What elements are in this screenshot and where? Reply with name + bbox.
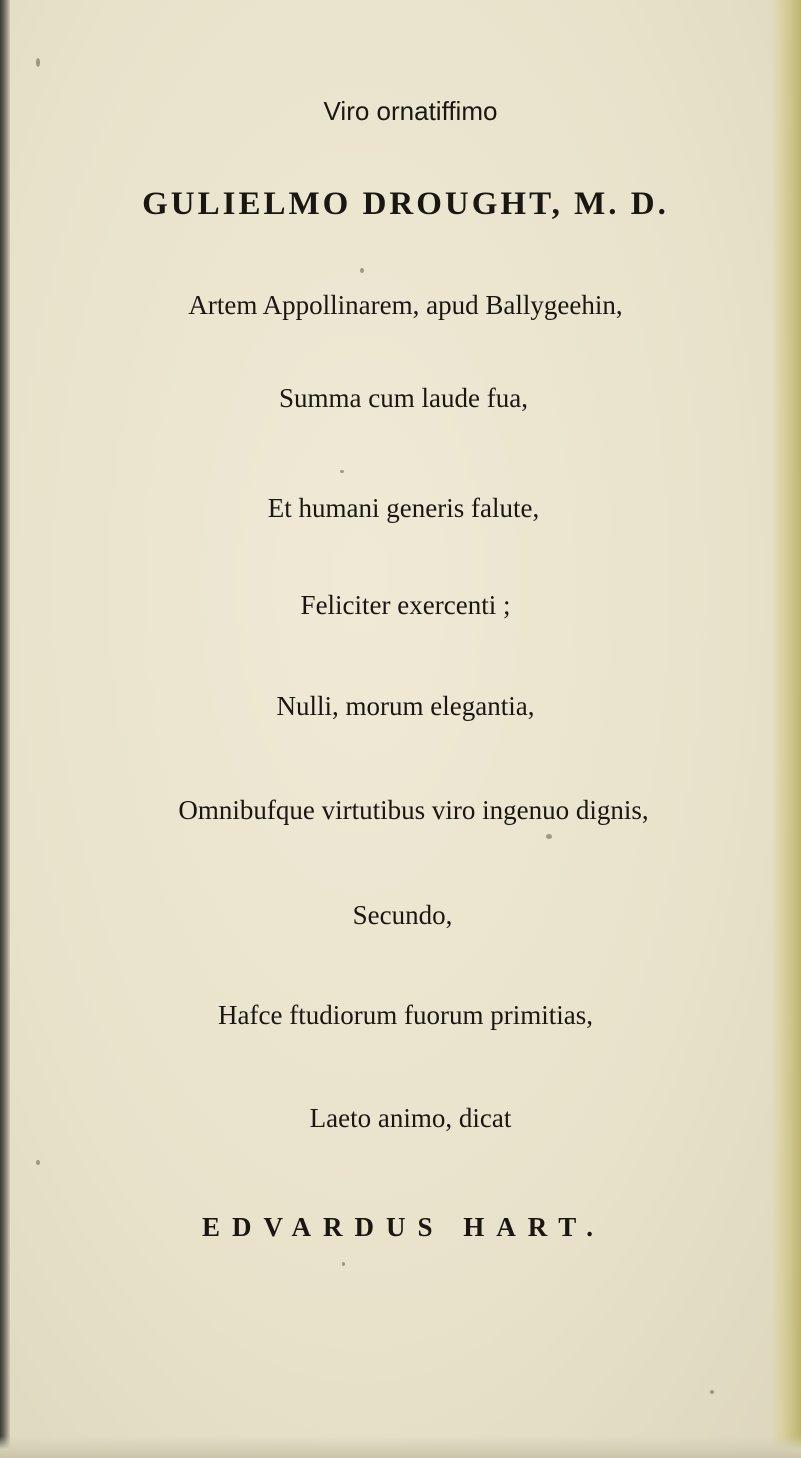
dedication-line: Et humani generis falute,: [267, 493, 540, 523]
ink-speck: [36, 1160, 40, 1165]
dedication-line: Summa cum laude fua,: [279, 383, 528, 413]
dedication-line: Secundo,: [352, 900, 453, 930]
ink-speck: [546, 834, 552, 839]
dedication-line: Artem Appollinarem, apud Ballygeehin,: [188, 290, 623, 320]
salutation: Viro ornatiffimo: [323, 96, 498, 126]
page-bottom-edge: [0, 1436, 801, 1458]
dedication-line: Nulli, morum elegantia,: [276, 691, 535, 721]
ink-speck: [360, 268, 364, 273]
dedication-line: Feliciter exercenti ;: [300, 590, 511, 620]
ink-speck: [340, 470, 344, 473]
dedicatee-name: GULIELMO DROUGHT, M. D.: [142, 186, 669, 222]
dedication-line: Laeto animo, dicat: [309, 1103, 512, 1133]
author-signature: EDVARDUS HART.: [201, 1212, 606, 1242]
dedication-line: Hafce ftudiorum fuorum primitias,: [218, 1000, 593, 1030]
dedication-line: Omnibufque virtutibus viro ingenuo dignis,: [178, 795, 649, 825]
ink-speck: [36, 58, 40, 67]
ink-speck: [342, 1262, 345, 1266]
ink-speck: [710, 1390, 714, 1394]
